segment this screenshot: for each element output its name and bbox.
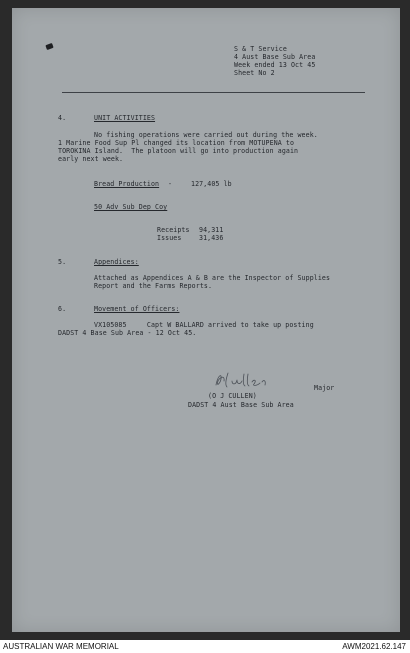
section-4-para-line2: 1 Marine Food Sup Pl changed its location from MOTUPENA to: [58, 139, 295, 147]
bread-production-value: 127,405 lb: [191, 180, 232, 188]
section-5-number: 5.: [58, 258, 67, 266]
section-5-para-line1: Attached as Appendices A & B are the Inspector of Supplies: [94, 274, 331, 282]
header-sheet: Sheet No 2: [234, 69, 275, 77]
section-6-para-line2: DADST 4 Base Sub Area - 12 Oct 45.: [58, 329, 197, 337]
receipts-value: 94,311: [199, 226, 224, 234]
header-area: 4 Aust Base Sub Area: [234, 53, 316, 61]
section-6-heading: Movement of Officers:: [94, 305, 180, 313]
signature-title: DADST 4 Aust Base Sub Area: [188, 401, 294, 409]
bread-production-label: Bread Production: [94, 180, 160, 188]
section-4-number: 4.: [58, 114, 67, 122]
signature-rank: Major: [314, 384, 335, 392]
footer-accession-number: AWM2021.62.147: [342, 642, 406, 651]
handwritten-signature: [210, 369, 270, 391]
document-page: [12, 8, 400, 632]
header-rule: [62, 92, 365, 93]
punch-hole-mark: [45, 43, 53, 50]
header-service: S & T Service: [234, 45, 287, 53]
receipts-label: Receipts: [157, 226, 190, 234]
archive-footer: [0, 640, 410, 653]
issues-label: Issues: [157, 234, 182, 242]
section-4-para-line1: No fishing operations were carried out during the week.: [94, 131, 318, 139]
section-5-para-line2: Report and the Farms Reports.: [94, 282, 213, 290]
section-4-para-line3: TOROKINA Island. The platoon will go into production again: [58, 147, 299, 155]
section-6-number: 6.: [58, 305, 67, 313]
header-week: Week ended 13 Oct 45: [234, 61, 316, 69]
section-6-para-line1: VX105085 Capt W BALLARD arrived to take up posting: [94, 321, 314, 329]
issues-value: 31,436: [199, 234, 224, 242]
section-4-para-line4: early next week.: [58, 155, 124, 163]
section-4-heading: UNIT ACTIVITIES: [94, 114, 156, 122]
footer-institution: AUSTRALIAN WAR MEMORIAL: [3, 642, 119, 651]
coy-label: 50 Adv Sub Dep Coy: [94, 203, 168, 211]
bread-production-dash: -: [168, 180, 173, 188]
signature-name: (O J CULLEN): [208, 392, 257, 400]
section-5-heading: Appendices:: [94, 258, 139, 266]
